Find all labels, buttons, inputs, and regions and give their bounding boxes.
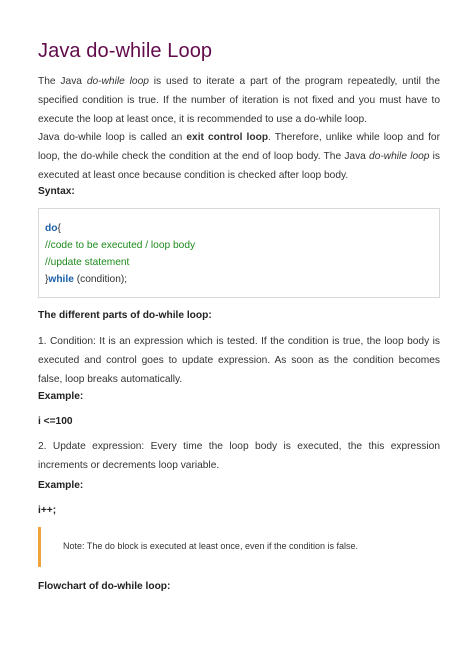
code-text: { — [57, 223, 61, 234]
flowchart-heading: Flowchart of do-while loop: — [38, 581, 171, 592]
keyword-while: while — [48, 274, 74, 285]
syntax-heading: Syntax: — [38, 186, 75, 197]
emphasis-text: do-while loop — [86, 76, 149, 87]
note-callout — [38, 527, 440, 567]
code-line-1 — [45, 220, 61, 237]
text-run: . Therefore, unlike while loop and for loop, the do-while check the condition at the end of loop body. The Java — [38, 132, 440, 162]
code-line-3: //update statement — [45, 257, 130, 268]
note-text: Note: The do block is executed at least once, even if the condition is false. — [63, 541, 359, 551]
text-run: The Java — [38, 76, 87, 87]
code-text: } — [45, 274, 49, 285]
code-block — [38, 208, 440, 298]
parts-item-1: 1. Condition: It is an expression which is tested. If the condition is true, the loop body is executed and control goes to update expression. As soon as the condition becomes false, loop breaks automatically. — [38, 336, 440, 385]
intro-paragraph-1 — [38, 72, 440, 129]
text-run: is executed at least once because condition is checked after loop body. — [38, 151, 441, 181]
text-run: is used to iterate a part of the program repeatedly, until the specified condition is true. If the number of iteration is not fixed and you must have to execute the loop at least once, it is recommended to use a do-while loop. — [38, 76, 440, 125]
bold-text: exit control loop — [186, 132, 269, 143]
parts-heading: The different parts of do-while loop: — [38, 310, 212, 321]
intro-paragraph-2 — [38, 128, 440, 185]
parts-item-2: 2. Update expression: Every time the loop body is executed, the this expression increments or decrements loop variable. — [38, 441, 440, 471]
example-1-value: i <=100 — [38, 416, 73, 427]
emphasis-text: do-while loop — [369, 151, 430, 162]
keyword-do: do — [45, 223, 58, 234]
page-title: Java do-while Loop — [38, 40, 213, 62]
example-1-heading: Example: — [38, 391, 84, 402]
example-2-value: i++; — [38, 505, 57, 516]
text-run: Java do-while loop is called an — [38, 132, 187, 143]
example-2-heading: Example: — [38, 480, 84, 491]
code-line-2: //code to be executed / loop body — [45, 240, 196, 251]
code-line-4 — [45, 271, 127, 288]
code-text: (condition); — [73, 274, 128, 285]
